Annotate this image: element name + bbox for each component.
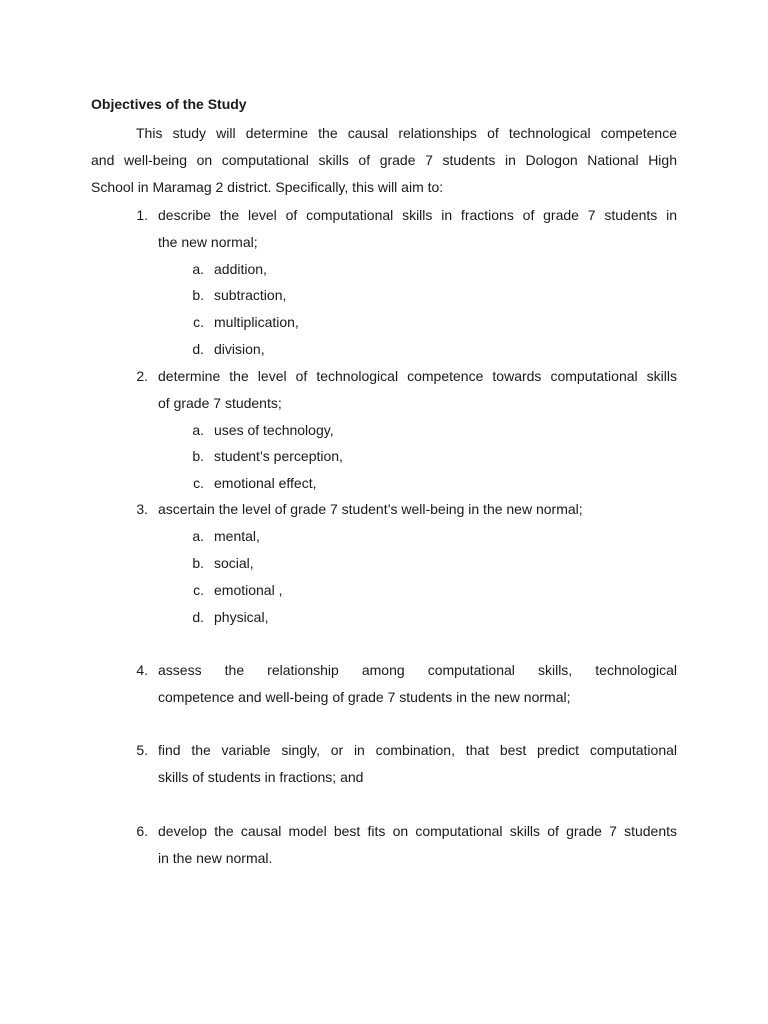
objective-3-number: 3. [136, 501, 148, 517]
objective-1-sub-c-letter: c. [193, 314, 204, 330]
section-heading: Objectives of the Study [91, 96, 247, 112]
objective-2-sub-c-letter: c. [193, 475, 204, 491]
objective-5-line-1: find the variable singly, or in combination, that best predict computational [158, 742, 677, 758]
objective-3-sub-b-letter: b. [192, 555, 204, 571]
objective-3-sub-b-text: social, [214, 555, 254, 571]
objective-6-line-2: in the new normal. [158, 850, 273, 866]
objective-3-sub-d-letter: d. [192, 609, 204, 625]
objective-4-number: 4. [136, 662, 148, 678]
objective-1-sub-c-text: multiplication, [214, 314, 299, 330]
objective-4-line-1: assess the relationship among computational skills, technological [158, 662, 677, 678]
objective-1-sub-b-text: subtraction, [214, 287, 287, 303]
intro-line-2: and well-being on computational skills of grade 7 students in Dologon National High [91, 152, 677, 168]
objective-3-sub-c-text: emotional , [214, 582, 283, 598]
objective-4-line-2: competence and well-being of grade 7 students in the new normal; [158, 689, 571, 705]
objective-1-sub-d-letter: d. [192, 341, 204, 357]
objective-1-sub-a-letter: a. [192, 261, 204, 277]
objective-1-number: 1. [136, 207, 148, 223]
objective-2-line-1: determine the level of technological competence towards computational skills [158, 368, 677, 384]
objective-1-sub-d-text: division, [214, 341, 265, 357]
objective-5-line-2: skills of students in fractions; and [158, 769, 364, 785]
objective-6-line-1: develop the causal model best fits on computational skills of grade 7 students [158, 823, 677, 839]
objective-2-sub-b-text: student’s perception, [214, 448, 343, 464]
objective-1-line-1: describe the level of computational skills in fractions of grade 7 students in [158, 207, 677, 223]
objective-3-sub-a-text: mental, [214, 528, 260, 544]
objective-1-line-2: the new normal; [158, 234, 258, 250]
objective-2-sub-b-letter: b. [192, 448, 204, 464]
objective-3-line-1: ascertain the level of grade 7 student’s well-being in the new normal; [158, 501, 583, 517]
intro-line-1: This study will determine the causal relationships of technological competence [136, 125, 677, 141]
objective-1-sub-b-letter: b. [192, 287, 204, 303]
intro-line-3: School in Maramag 2 district. Specifically, this will aim to: [91, 179, 444, 195]
objective-2-number: 2. [136, 368, 148, 384]
objective-1-sub-a-text: addition, [214, 261, 267, 277]
objective-3-sub-c-letter: c. [193, 582, 204, 598]
objective-2-line-2: of grade 7 students; [158, 395, 282, 411]
objective-5-number: 5. [136, 742, 148, 758]
objective-3-sub-a-letter: a. [192, 528, 204, 544]
objective-3-sub-d-text: physical, [214, 609, 269, 625]
objective-2-sub-c-text: emotional effect, [214, 475, 317, 491]
objective-2-sub-a-letter: a. [192, 422, 204, 438]
objective-6-number: 6. [136, 823, 148, 839]
objective-2-sub-a-text: uses of technology, [214, 422, 334, 438]
